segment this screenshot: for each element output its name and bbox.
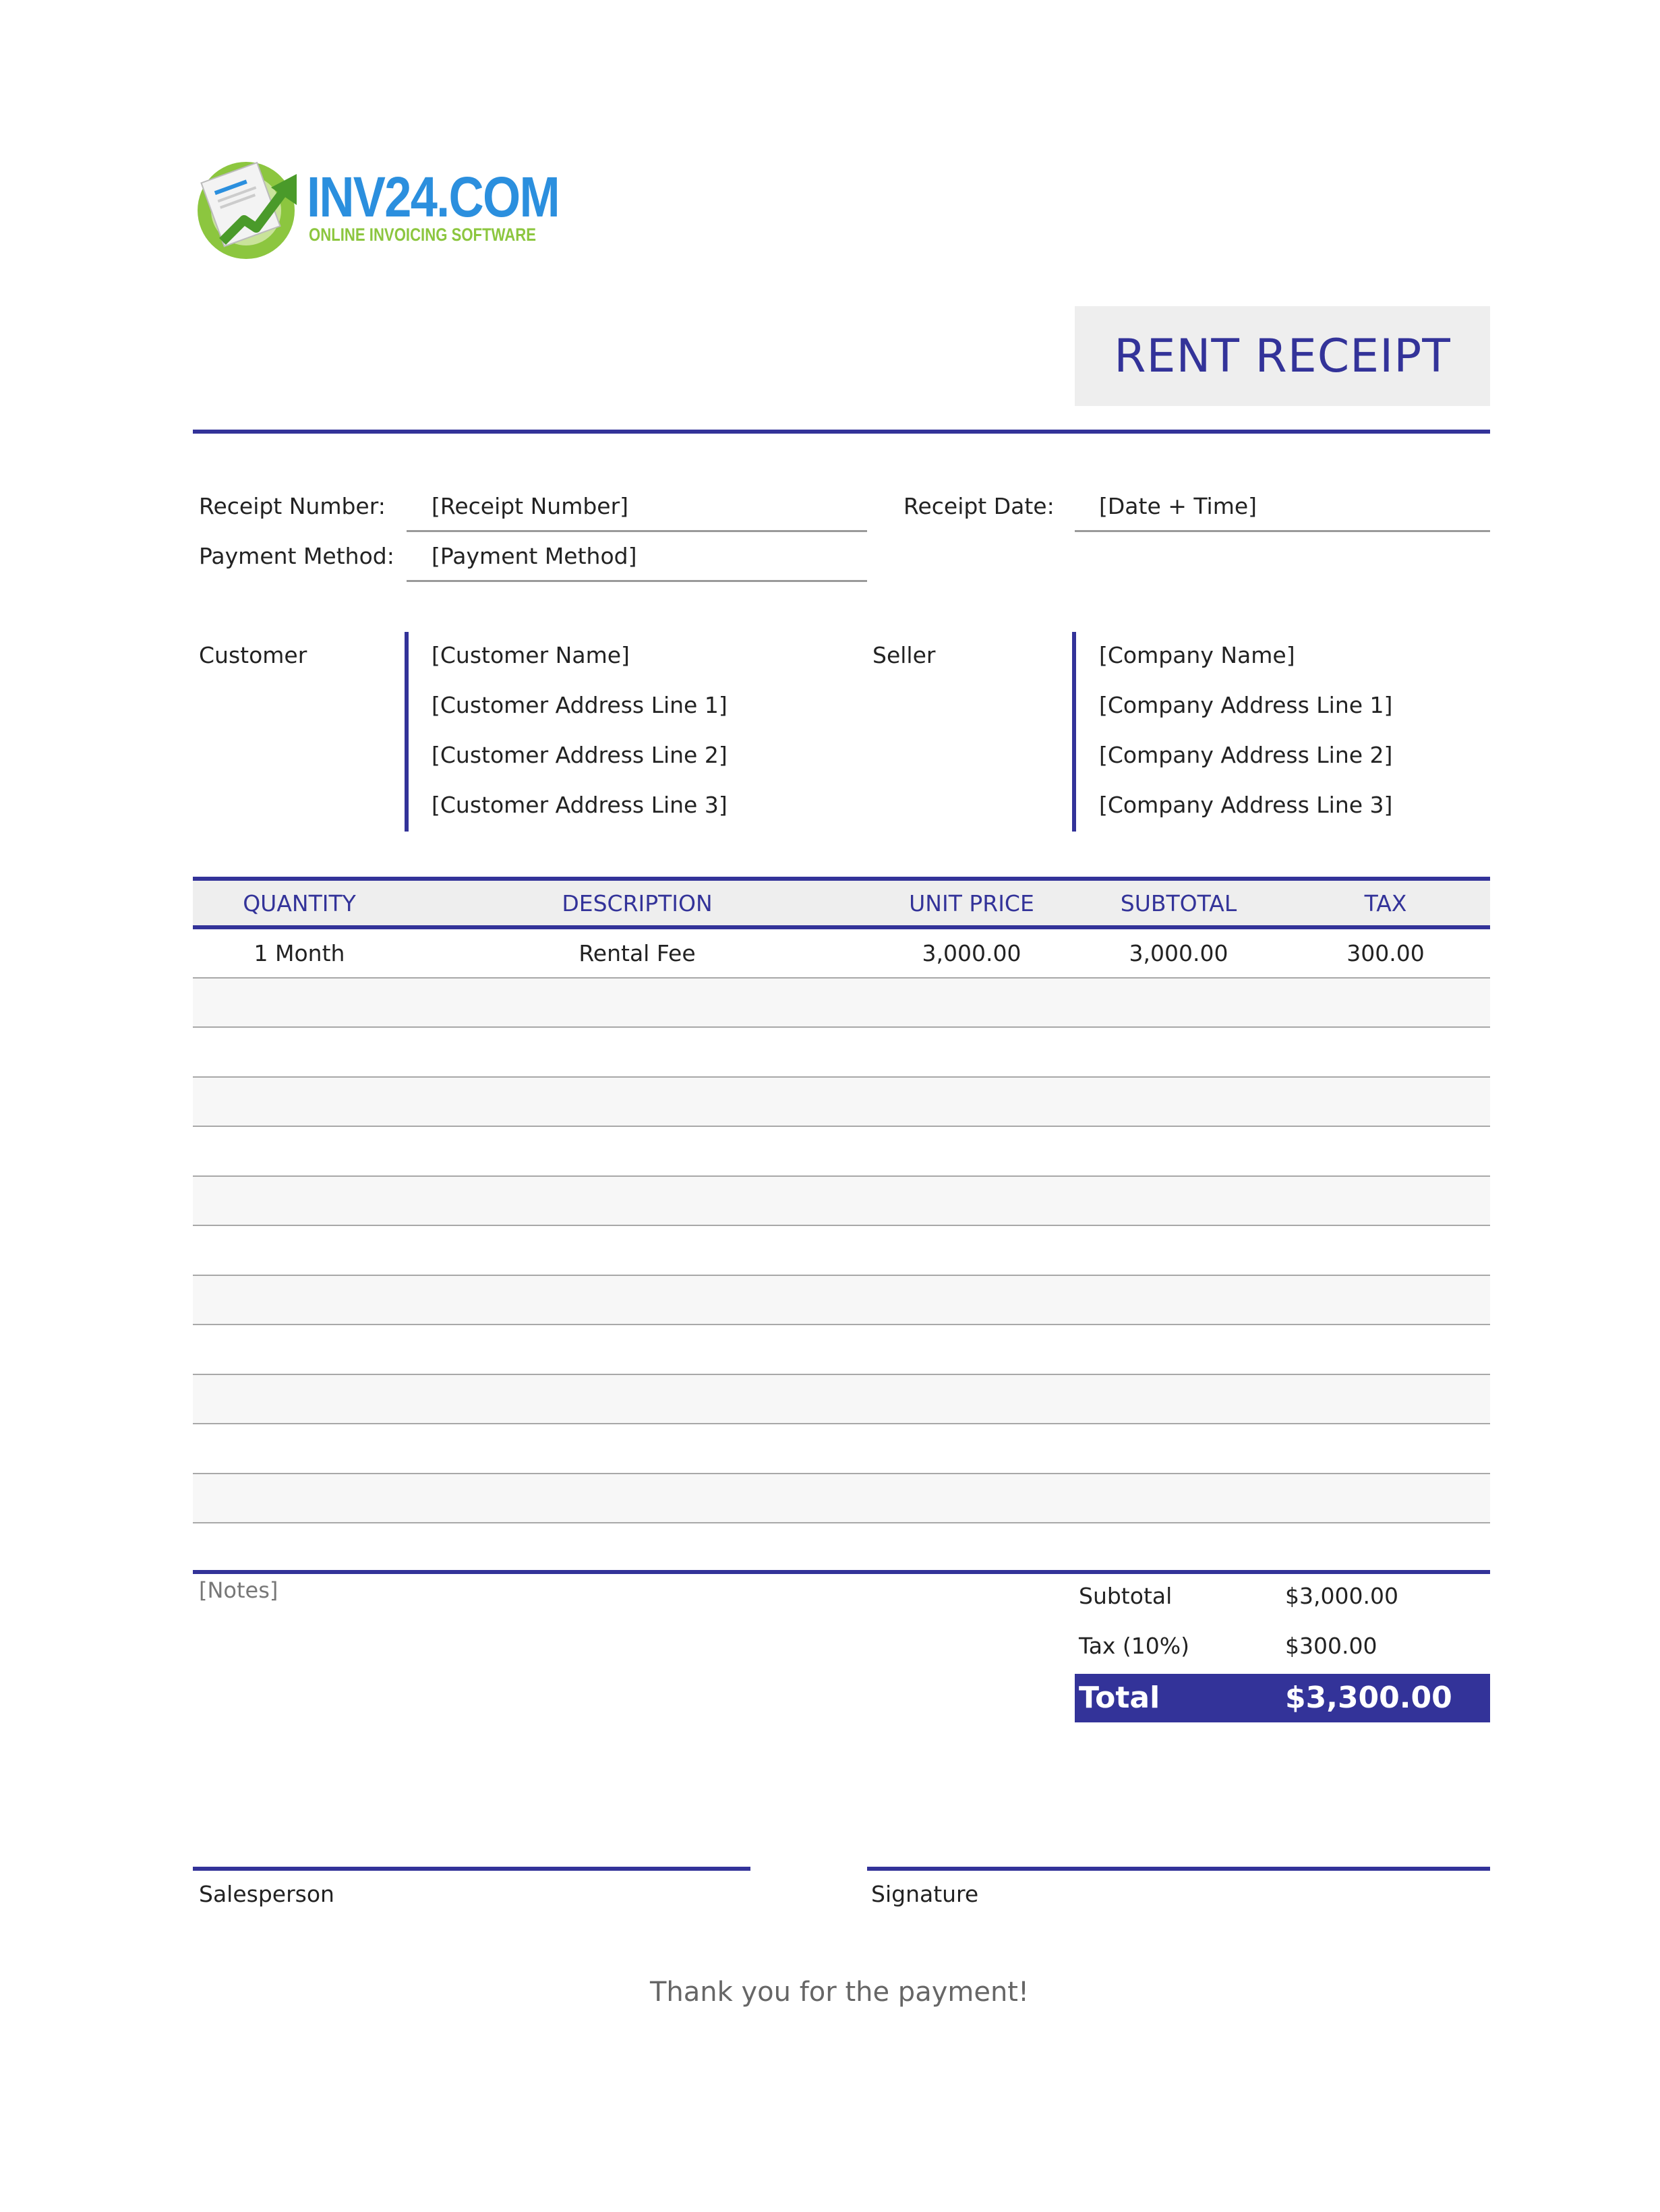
table-top-border	[193, 877, 1490, 881]
row-divider	[193, 1126, 1490, 1127]
logo-name: INV24.COM	[307, 165, 559, 229]
row-1-quantity: 1 Month	[254, 940, 345, 966]
table-bottom-border	[193, 1570, 1490, 1574]
row-divider	[193, 1225, 1490, 1226]
total-label: Total	[1079, 1681, 1160, 1715]
table-header-border	[193, 925, 1490, 929]
signature-label: Signature	[871, 1881, 979, 1907]
tax-value: $300.00	[1285, 1633, 1377, 1659]
row-divider	[193, 1522, 1490, 1523]
payment-method-label: Payment Method:	[199, 543, 394, 569]
row-divider	[193, 1473, 1490, 1474]
payment-method-underline	[407, 580, 867, 582]
table-row	[193, 1375, 1490, 1423]
page-title: RENT RECEIPT	[1114, 329, 1451, 383]
table-row	[193, 1474, 1490, 1522]
row-divider	[193, 1423, 1490, 1424]
receipt-date-label: Receipt Date:	[903, 493, 1055, 519]
table-row	[193, 1177, 1490, 1225]
row-divider	[193, 1026, 1490, 1028]
company-logo	[196, 155, 559, 263]
table-row	[193, 1078, 1490, 1126]
logo-tagline: ONLINE INVOICING SOFTWARE	[309, 225, 537, 245]
signature-line	[867, 1867, 1490, 1871]
table-row	[193, 979, 1490, 1026]
row-1-description: Rental Fee	[579, 940, 696, 966]
payment-method-field[interactable]: [Payment Method]	[432, 543, 637, 569]
receipt-number-field[interactable]: [Receipt Number]	[432, 493, 629, 519]
receipt-date-underline	[1075, 530, 1490, 532]
customer-label: Customer	[199, 642, 307, 668]
company-address-line-3[interactable]: [Company Address Line 3]	[1099, 792, 1393, 818]
customer-bar	[405, 632, 409, 832]
row-divider	[193, 1324, 1490, 1325]
seller-bar	[1072, 632, 1076, 832]
column-tax: TAX	[1364, 890, 1407, 916]
receipt-number-underline	[407, 530, 867, 532]
subtotal-label: Subtotal	[1079, 1583, 1173, 1609]
receipt-date-field[interactable]: [Date + Time]	[1099, 493, 1257, 519]
subtotal-value: $3,000.00	[1285, 1583, 1398, 1609]
row-divider	[193, 977, 1490, 979]
row-1-tax: 300.00	[1346, 940, 1425, 966]
column-unit-price: UNIT PRICE	[909, 890, 1034, 916]
salesperson-line	[193, 1867, 750, 1871]
total-value: $3,300.00	[1285, 1681, 1452, 1715]
customer-name[interactable]: [Customer Name]	[432, 642, 630, 668]
customer-address-line-1[interactable]: [Customer Address Line 1]	[432, 692, 728, 718]
table-header	[193, 879, 1490, 927]
title-box	[1075, 306, 1490, 406]
thank-you-message: Thank you for the payment!	[649, 1977, 1030, 2008]
company-name[interactable]: [Company Name]	[1099, 642, 1295, 668]
row-1-unit-price: 3,000.00	[922, 940, 1021, 966]
column-description: DESCRIPTION	[562, 890, 713, 916]
growth-arrow-icon	[196, 155, 303, 263]
row-1-subtotal: 3,000.00	[1129, 940, 1228, 966]
header-divider	[193, 430, 1490, 434]
seller-label: Seller	[872, 642, 936, 668]
company-address-line-2[interactable]: [Company Address Line 2]	[1099, 742, 1393, 768]
tax-label: Tax (10%)	[1079, 1633, 1190, 1659]
column-quantity: QUANTITY	[243, 890, 356, 916]
table-row	[193, 1276, 1490, 1324]
salesperson-label: Salesperson	[199, 1881, 334, 1907]
company-address-line-1[interactable]: [Company Address Line 1]	[1099, 692, 1393, 718]
receipt-number-label: Receipt Number:	[199, 493, 386, 519]
notes-field[interactable]: [Notes]	[199, 1577, 278, 1603]
column-subtotal: SUBTOTAL	[1120, 890, 1237, 916]
row-divider	[193, 1076, 1490, 1078]
row-divider	[193, 1374, 1490, 1375]
row-divider	[193, 1175, 1490, 1177]
customer-address-line-2[interactable]: [Customer Address Line 2]	[432, 742, 728, 768]
customer-address-line-3[interactable]: [Customer Address Line 3]	[432, 792, 728, 818]
row-divider	[193, 1275, 1490, 1276]
